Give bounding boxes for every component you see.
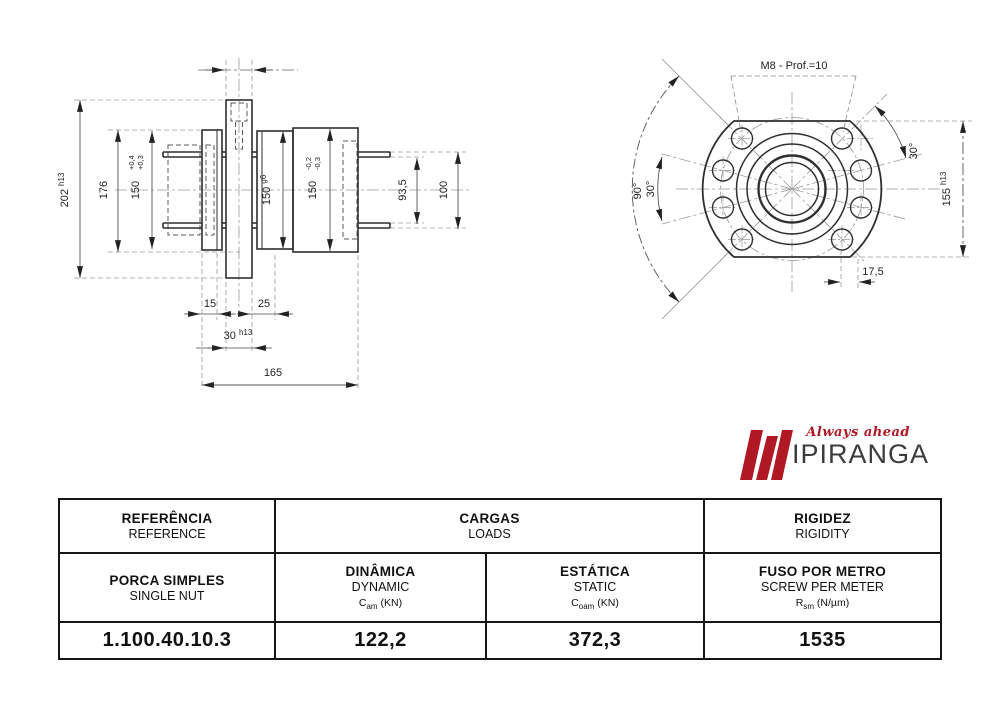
side-extension-lines <box>74 60 466 390</box>
static-symbol-unit: (KN) <box>594 596 619 609</box>
dim-165-label: 165 <box>263 367 283 379</box>
dim-15-label: 15 <box>203 298 217 310</box>
dim-25-label: 25 <box>257 298 271 310</box>
dim-150a-tol-upper: +0,4 <box>127 155 136 170</box>
dim-155-suffix: h13 <box>939 171 948 185</box>
static-symbol-sub: oam <box>578 602 595 612</box>
side-dimension-lines <box>80 70 458 385</box>
angle-30-left-label: 30° <box>645 180 657 198</box>
screwpermeter-symbol-unit: (N/µm) <box>814 596 850 609</box>
front-view <box>632 59 972 319</box>
dim-150c-tol-lower: -0,3 <box>313 157 322 170</box>
dim-155-value: 155 <box>941 188 953 207</box>
dynamic-pt: DINÂMICA <box>345 563 416 579</box>
thread-note-label: M8 - Prof.=10 <box>760 60 828 72</box>
svg-text:30 h13 <box>224 328 253 342</box>
specification-table <box>58 498 942 660</box>
svg-text:150 g6 <box>259 174 273 205</box>
value-static-load: 372,3 <box>486 622 704 659</box>
dim-150a-value: 150 <box>130 180 142 200</box>
svg-text:155 h13 <box>939 171 953 206</box>
loads-en: LOADS <box>468 527 511 541</box>
dynamic-symbol-unit: (KN) <box>377 596 403 609</box>
dim-150a-tol-lower: +0,3 <box>136 155 145 170</box>
side-view <box>57 58 472 390</box>
value-rigidity: 1535 <box>704 622 941 659</box>
dim-150g6-suffix: g6 <box>259 174 268 184</box>
subheader-screwpermeter-cell <box>704 553 941 622</box>
nut-pt: PORCA SIMPLES <box>109 572 225 588</box>
static-symbol <box>491 597 699 611</box>
nut-en: SINGLE NUT <box>129 588 205 603</box>
dim-93-5-label: 93,5 <box>397 179 409 201</box>
header-reference-cell <box>59 499 275 553</box>
dynamic-symbol-letter: C <box>358 596 367 609</box>
dim-17-5-label: 17,5 <box>862 266 884 278</box>
loads-pt: CARGAS <box>459 511 520 526</box>
thread-note-leader <box>731 76 856 132</box>
dim-176-label: 176 <box>98 180 110 200</box>
angle-90-label: 90° <box>632 182 644 200</box>
dim-30-value: 30 <box>223 330 236 342</box>
header-loads-cell <box>275 499 704 553</box>
dynamic-en: DYNAMIC <box>351 579 410 594</box>
dim-202-value: 202 <box>59 189 71 208</box>
svg-text:202 h13 <box>57 172 71 207</box>
dim-202-suffix: h13 <box>57 172 66 186</box>
company-logo <box>730 421 930 483</box>
logo-brand-name: IPIRANGA <box>792 439 930 469</box>
header-rigidity-cell <box>704 499 941 553</box>
dim-150c-value: 150 <box>307 180 319 200</box>
value-dynamic-load: 122,2 <box>275 622 486 659</box>
screwpermeter-pt: FUSO POR METRO <box>758 563 887 579</box>
screwpermeter-symbol <box>709 597 936 611</box>
static-pt: ESTÁTICA <box>560 563 630 579</box>
subheader-dynamic-cell <box>275 553 486 622</box>
dim-150g6-value: 150 <box>261 186 273 206</box>
dim-100-label: 100 <box>438 180 450 200</box>
angle-30-right-label: 30° <box>908 142 920 160</box>
screwpermeter-symbol-sub: sm <box>803 602 815 612</box>
reference-en: REFERENCE <box>128 527 206 541</box>
front-centerlines <box>662 92 940 292</box>
dynamic-symbol <box>280 597 481 611</box>
dim-150c-tol-upper: -0,2 <box>304 157 313 170</box>
value-reference: 1.100.40.10.3 <box>59 622 275 659</box>
rigidity-en: RIGIDITY <box>795 527 850 541</box>
rigidity-pt: RIGIDEZ <box>794 511 851 526</box>
subheader-nut-cell <box>59 553 275 622</box>
subheader-static-cell <box>486 553 704 622</box>
side-outline <box>163 100 390 278</box>
dynamic-symbol-sub: am <box>366 602 378 612</box>
screwpermeter-en: SCREW PER METER <box>761 579 884 594</box>
static-en: STATIC <box>573 579 617 594</box>
dim-30-suffix: h13 <box>238 328 253 337</box>
reference-pt: REFERÊNCIA <box>121 511 213 526</box>
logo-tagline: Always ahead <box>806 425 910 440</box>
screwpermeter-symbol-letter: R <box>795 596 804 609</box>
static-symbol-letter: C <box>571 596 579 609</box>
